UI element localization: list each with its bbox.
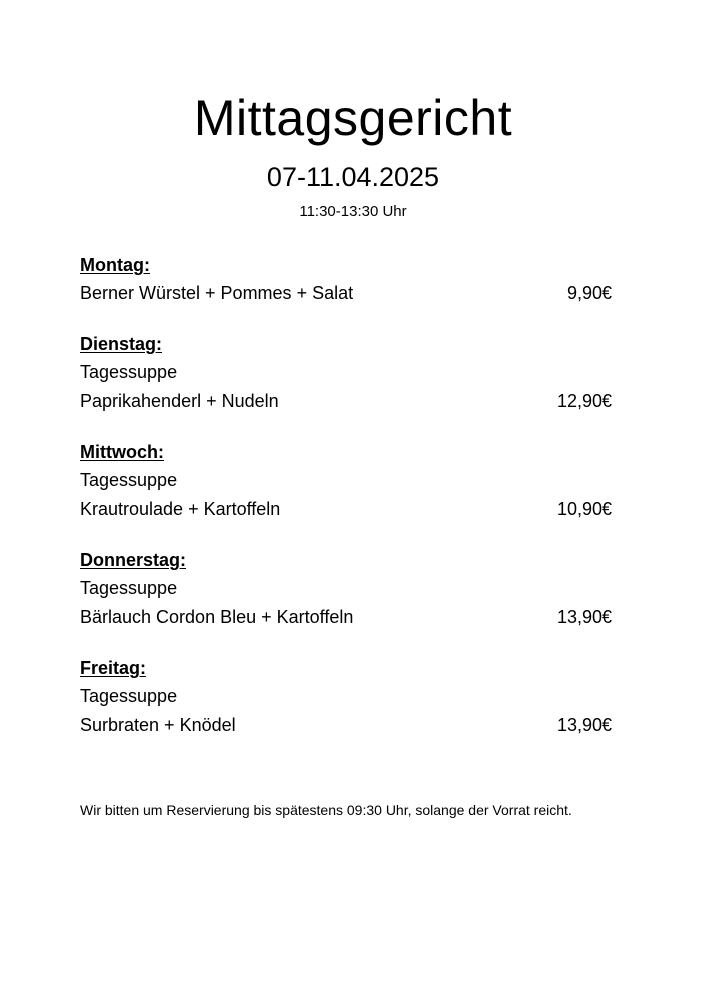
menu-line: [80, 358, 612, 387]
dish-text: Krautroulade + Kartoffeln: [80, 499, 281, 519]
dish-price: 13,90€: [556, 715, 612, 735]
dish-text: Tagessuppe: [80, 686, 178, 706]
serving-hours: 11:30-13:30 Uhr: [299, 203, 407, 220]
weekly-menu: [80, 252, 612, 763]
menu-line: [80, 466, 612, 495]
menu-line: [80, 495, 612, 524]
dish-text: Paprikahenderl + Nudeln: [80, 391, 279, 411]
menu-line: [80, 603, 612, 632]
menu-line: [80, 279, 612, 308]
dish-price: 9,90€: [566, 283, 612, 303]
day-thursday: [80, 547, 612, 632]
day-monday: [80, 252, 612, 308]
day-heading: Donnerstag:: [80, 550, 187, 570]
date-range: 07-11.04.2025: [266, 162, 440, 192]
dish-text: Tagessuppe: [80, 578, 178, 598]
dish-price: 13,90€: [556, 607, 612, 627]
dish-text: Surbraten + Knödel: [80, 715, 236, 735]
day-friday: [80, 655, 612, 740]
day-wednesday: [80, 439, 612, 524]
menu-line: [80, 682, 612, 711]
day-heading: Montag:: [80, 255, 150, 275]
day-heading: Dienstag:: [80, 334, 163, 354]
page-title: Mittagsgericht: [193, 90, 513, 146]
dish-text: Tagessuppe: [80, 470, 178, 490]
day-heading: Mittwoch:: [80, 442, 164, 462]
dish-text: Tagessuppe: [80, 362, 178, 382]
menu-line: [80, 387, 612, 416]
menu-line: [80, 711, 612, 740]
dish-text: Bärlauch Cordon Bleu + Kartoffeln: [80, 607, 354, 627]
reservation-note: Wir bitten um Reservierung bis spätestens 09:30 Uhr, solange der Vorrat reicht.: [80, 802, 572, 818]
dish-text: Berner Würstel + Pommes + Salat: [80, 283, 354, 303]
menu-line: [80, 574, 612, 603]
day-heading: Freitag:: [80, 658, 147, 678]
day-tuesday: [80, 331, 612, 416]
dish-price: 10,90€: [556, 499, 612, 519]
dish-price: 12,90€: [556, 391, 612, 411]
